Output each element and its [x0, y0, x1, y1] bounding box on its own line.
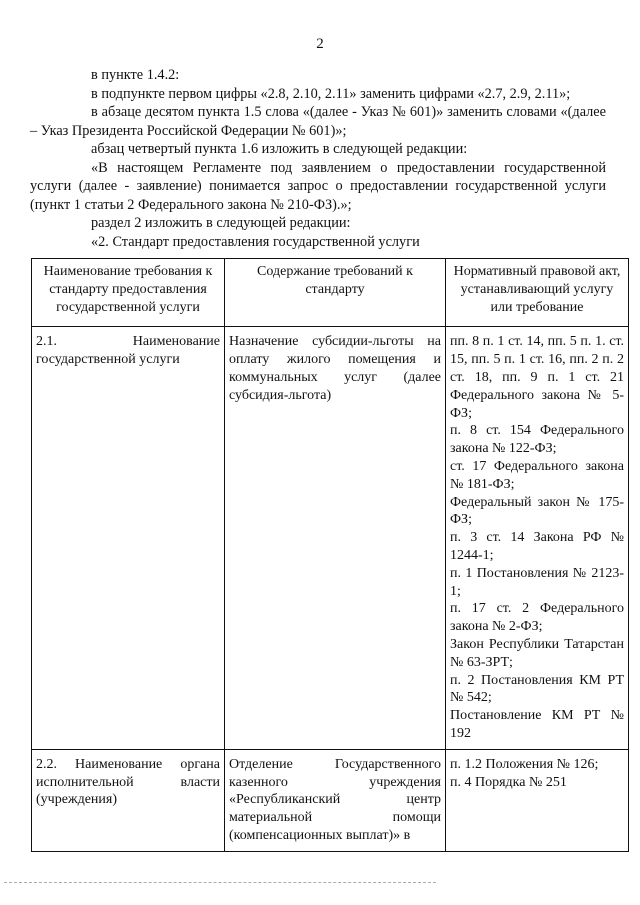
table-row	[32, 327, 629, 749]
table-row	[32, 749, 629, 851]
act-reference: Закон Республики Татарстан № 63-ЗРТ;	[450, 636, 624, 670]
act-reference: Федеральный закон № 175-ФЗ;	[450, 494, 624, 528]
header-normative-act: Нормативный правовой акт, устанавливающий услугу или требование	[446, 259, 629, 327]
cell-acts	[446, 749, 629, 851]
act-reference: п. 1 Постановления № 2123-1;	[450, 565, 624, 599]
act-reference: п. 3 ст. 14 Закона РФ № 1244-1;	[450, 530, 624, 563]
intro-text	[30, 66, 606, 251]
cell-acts	[446, 327, 629, 749]
act-reference: ст. 17 Федерального закона № 181-ФЗ;	[450, 458, 624, 492]
intro-paragraph: абзац четвертый пункта 1.6 изложить в следующей редакции:	[91, 141, 468, 157]
cell-requirement: 2.2. Наименование органа исполнительной власти (учреждения)	[32, 749, 225, 851]
scan-artifact-line	[4, 882, 436, 883]
page-number: 2	[316, 36, 324, 52]
cell-requirement: 2.1. Наименование государственной услуги	[32, 327, 225, 749]
intro-paragraph: «В настоящем Регламенте под заявлением о предоставлении государственной услуги (далее - заявление) понимается запрос о предоставлении государственной услуги (пункт 1 статьи 2 Федерального закона № 210-ФЗ).»;	[30, 159, 606, 213]
act-reference: п. 8 ст. 154 Федерального закона № 122-ФЗ;	[450, 423, 624, 457]
intro-paragraph: в абзаце десятом пункта 1.5 слова «(далее - Указ № 601)» заменить словами «(далее – Указ Президента Российской Федерации № 601)»;	[30, 104, 606, 139]
intro-paragraph: в пункте 1.4.2:	[91, 67, 180, 83]
header-requirement: Наименование требования к стандарту предоставления государственной услуги	[32, 259, 225, 327]
act-reference: п. 1.2 Положения № 126;	[450, 756, 599, 772]
header-content: Содержание требований к стандарту	[225, 259, 446, 327]
act-reference: п. 17 ст. 2 Федерального закона № 2-ФЗ;	[450, 601, 624, 635]
table-header-row	[32, 259, 629, 327]
intro-paragraph: «2. Стандарт предоставления государственной услуги	[91, 233, 420, 250]
act-reference: п. 2 Постановления КМ РТ № 542;	[450, 672, 624, 706]
intro-paragraph: в подпункте первом цифры «2.8, 2.10, 2.11» заменить цифрами «2.7, 2.9, 2.11»;	[91, 85, 571, 102]
cell-content: Назначение субсидии-льготы на оплату жилого помещения и коммунальных услуг (далее субсидия-льгота)	[225, 327, 446, 749]
act-reference: пп. 8 п. 1 ст. 14, пп. 5 п. 1. ст. 15, пп. 5 п. 1 ст. 16, пп. 2 п. 2 ст. 18, пп. 9 п. 1 ст. 21 Федерального закона № 5-ФЗ;	[450, 334, 624, 421]
cell-content: Отделение Государственного казенного учреждения «Республиканский центр материальной помощи (компенсационных выплат)» в	[225, 749, 446, 851]
act-reference: Постановление КМ РТ № 192	[450, 708, 624, 741]
act-reference: п. 4 Порядка № 251	[450, 774, 567, 790]
intro-paragraph: раздел 2 изложить в следующей редакции:	[91, 215, 351, 231]
standard-requirements-table	[31, 258, 629, 852]
